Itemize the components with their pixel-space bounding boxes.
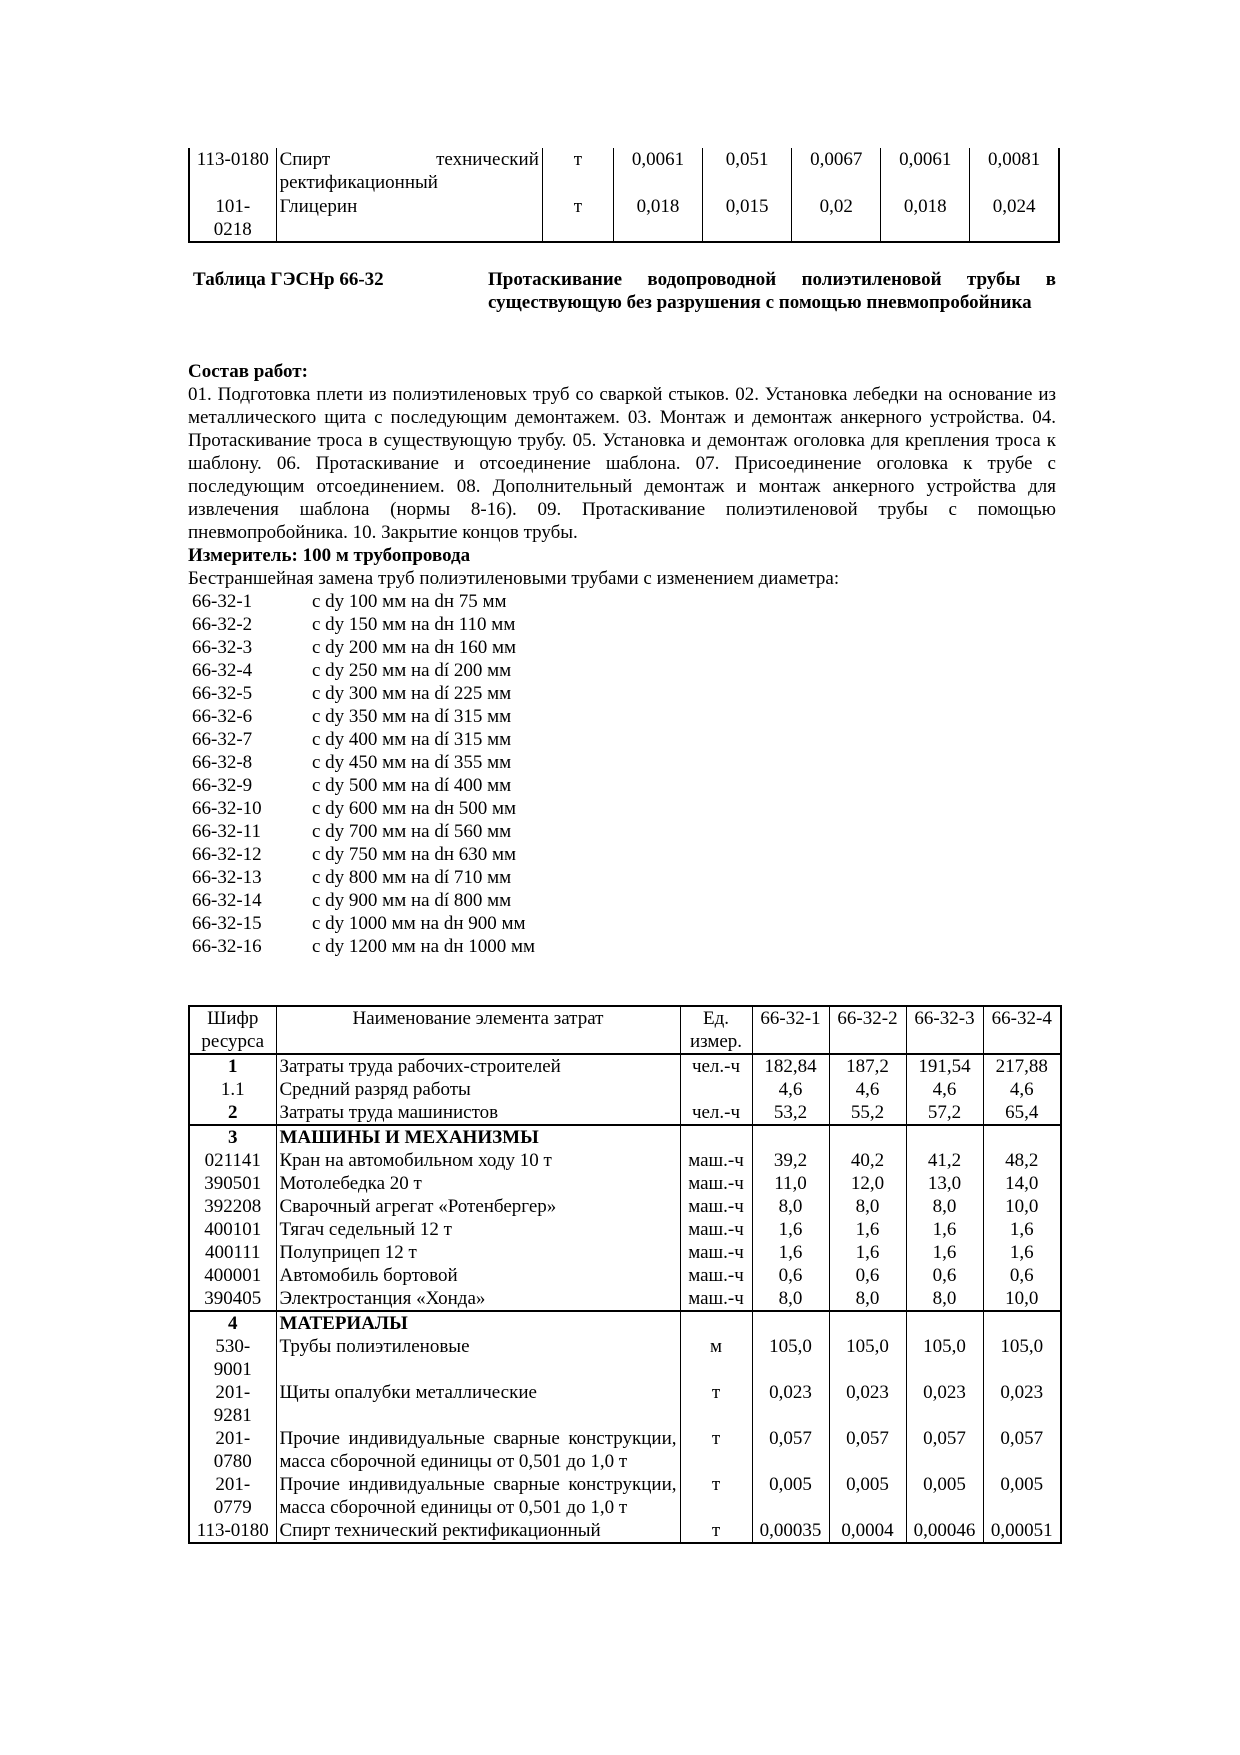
table-row: [189, 1427, 1061, 1473]
table-row: [189, 1172, 1061, 1195]
value-cell: 0,023: [829, 1381, 906, 1427]
table-row: [189, 1078, 1061, 1101]
resource-unit: чел.-ч: [680, 1101, 752, 1125]
variant-code: 66-32-15: [192, 913, 262, 934]
value-cell: 105,0: [983, 1335, 1061, 1381]
value-cell: 8,0: [906, 1195, 983, 1218]
list-item: [188, 751, 1056, 774]
value-cell: 0,005: [752, 1473, 829, 1519]
variant-code: 66-32-13: [192, 867, 262, 888]
list-item: [188, 912, 1056, 935]
table-row: [189, 1264, 1061, 1287]
resource-code: 400001: [189, 1264, 276, 1287]
table-header-row: [189, 1006, 1061, 1054]
resource-name: Кран на автомобильном ходу 10 т: [276, 1149, 680, 1172]
table-row: [189, 148, 1059, 195]
resource-name: Трубы полиэтиленовые: [276, 1335, 680, 1381]
value-cell: 0,6: [829, 1264, 906, 1287]
value-cell: 1,6: [829, 1241, 906, 1264]
variant-desc: с dу 300 мм на dí 225 мм: [312, 683, 512, 704]
header-col: 66-32-1: [752, 1006, 829, 1054]
resource-name: Спирт технический ректификационный: [276, 148, 542, 195]
value-cell: 187,2: [829, 1054, 906, 1078]
value-cell: 1,6: [752, 1218, 829, 1241]
value-cell: 8,0: [829, 1287, 906, 1311]
value-cell: 55,2: [829, 1101, 906, 1125]
value-cell: 1,6: [983, 1241, 1061, 1264]
value-cell: 0,057: [906, 1427, 983, 1473]
value-cell: 8,0: [829, 1195, 906, 1218]
value-cell: 0,018: [881, 195, 970, 242]
header-col: 66-32-2: [829, 1006, 906, 1054]
value-cell: 0,00035: [752, 1519, 829, 1543]
variant-desc: с dу 250 мм на dí 200 мм: [312, 660, 512, 681]
variants-intro: Бестраншейная замена труб полиэтиленовыми трубами с изменением диаметра:: [188, 568, 840, 589]
list-item: [188, 613, 1056, 636]
variant-desc: с dу 900 мм на dí 800 мм: [312, 890, 512, 911]
table-row: [189, 1101, 1061, 1125]
resource-unit: т: [680, 1519, 752, 1543]
resource-unit: т: [680, 1381, 752, 1427]
value-cell: 0,00051: [983, 1519, 1061, 1543]
resource-unit: м: [680, 1335, 752, 1381]
resource-code: 201-0780: [189, 1427, 276, 1473]
value-cell: 0,018: [613, 195, 702, 242]
variant-code: 66-32-16: [192, 936, 262, 957]
header-col: 66-32-4: [983, 1006, 1061, 1054]
resource-name: Затраты труда машинистов: [276, 1101, 680, 1125]
value-cell: 14,0: [983, 1172, 1061, 1195]
list-item: [188, 705, 1056, 728]
variant-desc: с dу 200 мм на dн 160 мм: [312, 637, 517, 658]
value-cell: 182,84: [752, 1054, 829, 1078]
resource-unit: т: [680, 1427, 752, 1473]
resource-unit: маш.-ч: [680, 1218, 752, 1241]
list-item: [188, 935, 1056, 958]
resource-unit: чел.-ч: [680, 1054, 752, 1078]
header-col: 66-32-3: [906, 1006, 983, 1054]
resource-unit: [680, 1078, 752, 1101]
value-cell: 53,2: [752, 1101, 829, 1125]
list-item: [188, 843, 1056, 866]
variant-code: 66-32-12: [192, 844, 262, 865]
value-cell: 10,0: [983, 1287, 1061, 1311]
table-row: [189, 1149, 1061, 1172]
resource-unit: маш.-ч: [680, 1264, 752, 1287]
table-label: Таблица ГЭСНр 66-32: [193, 269, 384, 290]
variant-desc: с dу 400 мм на dí 315 мм: [312, 729, 512, 750]
variant-code: 66-32-9: [192, 775, 253, 796]
value-cell: 13,0: [906, 1172, 983, 1195]
resource-unit: маш.-ч: [680, 1241, 752, 1264]
list-item: [188, 636, 1056, 659]
table-row: [189, 1195, 1061, 1218]
value-cell: 65,4: [983, 1101, 1061, 1125]
resource-code: 390501: [189, 1172, 276, 1195]
resource-code: 390405: [189, 1287, 276, 1311]
table-row: [189, 195, 1059, 242]
value-cell: 1,6: [829, 1218, 906, 1241]
value-cell: 0,0004: [829, 1519, 906, 1543]
continued-resource-table: [188, 148, 1060, 243]
value-cell: 0,0081: [970, 148, 1059, 195]
value-cell: 48,2: [983, 1149, 1061, 1172]
list-item: [188, 590, 1056, 613]
value-cell: 105,0: [906, 1335, 983, 1381]
variant-code: 66-32-11: [192, 821, 261, 842]
value-cell: 0,005: [983, 1473, 1061, 1519]
section-code: 3: [189, 1125, 276, 1149]
resource-code: 201-9281: [189, 1381, 276, 1427]
value-cell: 4,6: [983, 1078, 1061, 1101]
variant-code: 66-32-5: [192, 683, 253, 704]
value-cell: 0,0067: [792, 148, 881, 195]
value-cell: 0,023: [983, 1381, 1061, 1427]
variant-desc: с dу 750 мм на dн 630 мм: [312, 844, 517, 865]
value-cell: 0,051: [703, 148, 792, 195]
value-cell: 0,02: [792, 195, 881, 242]
header-unit: Ед. измер.: [680, 1006, 752, 1054]
resource-unit: маш.-ч: [680, 1149, 752, 1172]
variant-desc: с dу 350 мм на dí 315 мм: [312, 706, 512, 727]
section-title: МАТЕРИАЛЫ: [276, 1311, 680, 1335]
value-cell: 0,023: [906, 1381, 983, 1427]
variant-desc: с dу 100 мм на dн 75 мм: [312, 591, 507, 612]
list-item: [188, 682, 1056, 705]
resource-name: Глицерин: [276, 195, 542, 242]
resource-code: 101-0218: [189, 195, 276, 242]
value-cell: 0,057: [983, 1427, 1061, 1473]
variant-code: 66-32-10: [192, 798, 262, 819]
work-composition: [188, 360, 1056, 958]
resource-unit: маш.-ч: [680, 1172, 752, 1195]
resource-code: 392208: [189, 1195, 276, 1218]
variant-desc: с dу 600 мм на dн 500 мм: [312, 798, 517, 819]
section-code: 4: [189, 1311, 276, 1335]
value-cell: 4,6: [829, 1078, 906, 1101]
resource-name: Прочие индивидуальные сварные конструкции, масса сборочной единицы от 0,501 до 1,0 т: [276, 1427, 680, 1473]
resource-code: 400111: [189, 1241, 276, 1264]
table-row: [189, 1287, 1061, 1311]
variant-desc: с dу 700 мм на dí 560 мм: [312, 821, 512, 842]
resource-code: 1.1: [189, 1078, 276, 1101]
resource-code: 201-0779: [189, 1473, 276, 1519]
resource-name: Затраты труда рабочих-строителей: [276, 1054, 680, 1078]
variant-code: 66-32-7: [192, 729, 253, 750]
measure-line: Измеритель: 100 м трубопровода: [188, 545, 471, 566]
resource-code: 021141: [189, 1149, 276, 1172]
value-cell: 0,057: [752, 1427, 829, 1473]
resource-unit: маш.-ч: [680, 1287, 752, 1311]
resource-name: Сварочный агрегат «Ротенбергер»: [276, 1195, 680, 1218]
resource-name: Автомобиль бортовой: [276, 1264, 680, 1287]
resource-name: Электростанция «Хонда»: [276, 1287, 680, 1311]
variants-list: [188, 590, 1056, 958]
value-cell: 8,0: [752, 1287, 829, 1311]
value-cell: 0,057: [829, 1427, 906, 1473]
value-cell: 8,0: [752, 1195, 829, 1218]
value-cell: 0,0061: [881, 148, 970, 195]
variant-desc: с dу 150 мм на dн 110 мм: [312, 614, 516, 635]
list-item: [188, 820, 1056, 843]
table-row: [189, 1519, 1061, 1543]
variant-desc: с dу 500 мм на dí 400 мм: [312, 775, 512, 796]
resource-name: Мотолебедка 20 т: [276, 1172, 680, 1195]
table-row: [189, 1335, 1061, 1381]
value-cell: 0,024: [970, 195, 1059, 242]
value-cell: 39,2: [752, 1149, 829, 1172]
resource-name: Тягач седельный 12 т: [276, 1218, 680, 1241]
value-cell: 0,015: [703, 195, 792, 242]
value-cell: 1,6: [983, 1218, 1061, 1241]
list-item: [188, 774, 1056, 797]
header-code: Шифр ресурса: [189, 1006, 276, 1054]
list-item: [188, 866, 1056, 889]
value-cell: 105,0: [752, 1335, 829, 1381]
resource-name: Полуприцеп 12 т: [276, 1241, 680, 1264]
work-label: Состав работ:: [188, 361, 308, 382]
section-header-row: [189, 1125, 1061, 1149]
value-cell: 41,2: [906, 1149, 983, 1172]
value-cell: 1,6: [906, 1218, 983, 1241]
value-cell: 0,005: [906, 1473, 983, 1519]
table-row: [189, 1054, 1061, 1078]
resource-code: 1: [189, 1054, 276, 1078]
variant-desc: с dу 800 мм на dí 710 мм: [312, 867, 512, 888]
resource-name: Средний разряд работы: [276, 1078, 680, 1101]
resource-name: Прочие индивидуальные сварные конструкции, масса сборочной единицы от 0,501 до 1,0 т: [276, 1473, 680, 1519]
value-cell: 0,6: [983, 1264, 1061, 1287]
value-cell: 105,0: [829, 1335, 906, 1381]
variant-desc: с dу 1000 мм на dн 900 мм: [312, 913, 526, 934]
resource-code: 530-9001: [189, 1335, 276, 1381]
value-cell: 8,0: [906, 1287, 983, 1311]
variant-desc: с dу 1200 мм на dн 1000 мм: [312, 936, 536, 957]
value-cell: 217,88: [983, 1054, 1061, 1078]
value-cell: 40,2: [829, 1149, 906, 1172]
table-row: [189, 1473, 1061, 1519]
table-row: [189, 1241, 1061, 1264]
list-item: [188, 889, 1056, 912]
list-item: [188, 659, 1056, 682]
resource-unit: т: [542, 195, 613, 242]
value-cell: 0,023: [752, 1381, 829, 1427]
value-cell: 10,0: [983, 1195, 1061, 1218]
table-row: [189, 1381, 1061, 1427]
resource-name: Спирт технический ректификационный: [276, 1519, 680, 1543]
variant-code: 66-32-2: [192, 614, 253, 635]
list-item: [188, 728, 1056, 751]
resource-code: 2: [189, 1101, 276, 1125]
value-cell: 0,0061: [613, 148, 702, 195]
variant-code: 66-32-6: [192, 706, 253, 727]
section-header-row: [189, 1311, 1061, 1335]
list-item: [188, 797, 1056, 820]
variant-code: 66-32-4: [192, 660, 253, 681]
variant-code: 66-32-1: [192, 591, 253, 612]
resource-code: 400101: [189, 1218, 276, 1241]
value-cell: 0,005: [829, 1473, 906, 1519]
table-title: Протаскивание водопроводной полиэтиленовой трубы в существующую без разрушения с помощью пневмопробойника: [488, 269, 1056, 313]
header-name: Наименование элемента затрат: [276, 1006, 680, 1054]
value-cell: 4,6: [752, 1078, 829, 1101]
value-cell: 12,0: [829, 1172, 906, 1195]
work-text: 01. Подготовка плети из полиэтиленовых труб со сваркой стыков. 02. Установка лебедки на основание из металлического щита с последующим демонтажем. 03. Монтаж и демонтаж анкерного устройства. 04. Протаскивание троса в существующую трубу. 05. Установка и демонтаж оголовка для крепления троса к шаблону. 06. Протаскивание и отсоединение шаблона. 07. Присоединение оголовка к трубе с последующим отсоединением. 08. Дополнительный демонтаж и монтаж анкерного устройства для извлечения шаблона (нормы 8-16). 09. Протаскивание полиэтиленовой трубы с помощью пневмопробойника. 10. Закрытие концов трубы.: [188, 384, 1056, 543]
resource-unit: т: [680, 1473, 752, 1519]
resource-code: 113-0180: [189, 148, 276, 195]
resource-unit: маш.-ч: [680, 1195, 752, 1218]
variant-code: 66-32-3: [192, 637, 253, 658]
value-cell: 57,2: [906, 1101, 983, 1125]
section-title: МАШИНЫ И МЕХАНИЗМЫ: [276, 1125, 680, 1149]
resource-unit: т: [542, 148, 613, 195]
value-cell: 0,6: [906, 1264, 983, 1287]
value-cell: 11,0: [752, 1172, 829, 1195]
variant-desc: с dу 450 мм на dí 355 мм: [312, 752, 512, 773]
variant-code: 66-32-14: [192, 890, 262, 911]
resource-name: Щиты опалубки металлические: [276, 1381, 680, 1427]
value-cell: 1,6: [752, 1241, 829, 1264]
value-cell: 1,6: [906, 1241, 983, 1264]
value-cell: 0,00046: [906, 1519, 983, 1543]
resource-code: 113-0180: [189, 1519, 276, 1543]
variant-code: 66-32-8: [192, 752, 253, 773]
value-cell: 0,6: [752, 1264, 829, 1287]
table-row: [189, 1218, 1061, 1241]
value-cell: 4,6: [906, 1078, 983, 1101]
resource-table: [188, 1005, 1062, 1544]
value-cell: 191,54: [906, 1054, 983, 1078]
